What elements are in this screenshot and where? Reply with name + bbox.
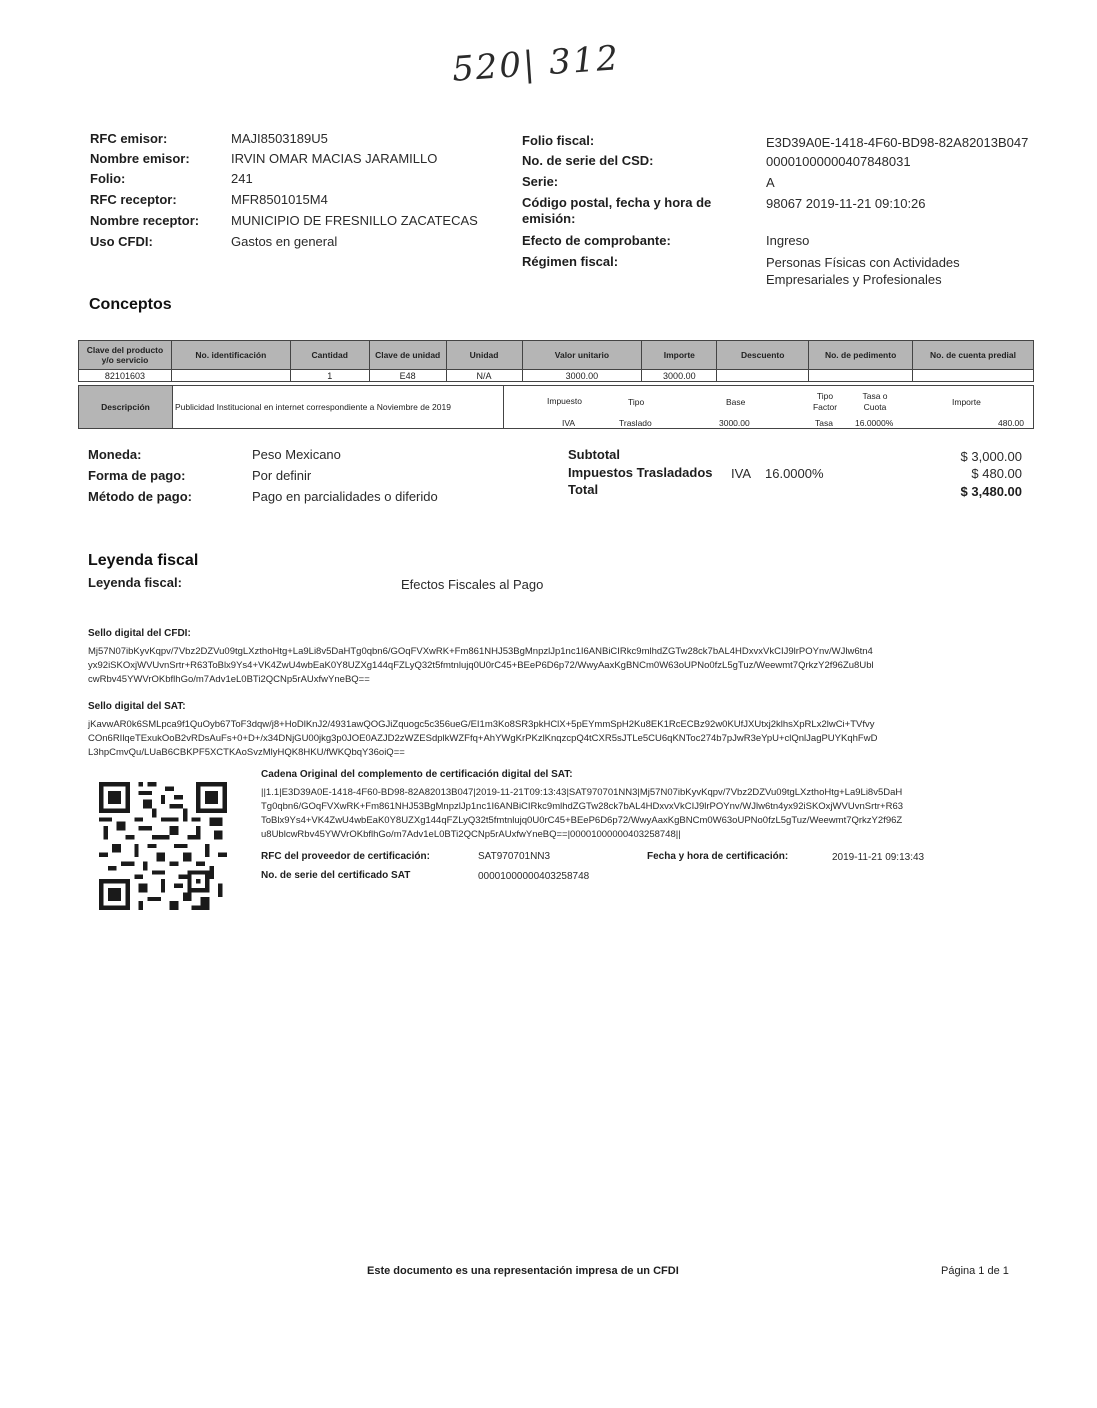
sello-cfdi-line: yx92iSKOxjWVUvnSrtr+R63ToBlx9Ys4+VK4ZwU4wbEaK0Y8UZXg144qFZLyQ32t5fmtnlujq0U0rC45+BEeP6D6p72/WwyAaxKgBNCm0W63oUPNo0fzL5gTuz/Weewmt7QrkzY2f96Zu8Ubl xyxy=(88,660,874,671)
folio-fiscal-label: Folio fiscal: xyxy=(522,133,595,148)
tax-base: 3000.00 xyxy=(719,418,750,428)
rfc-receptor-label: RFC receptor: xyxy=(90,192,177,207)
tax-impuesto: IVA xyxy=(562,418,576,428)
cell-cuenta-predial xyxy=(913,370,1034,382)
table-row xyxy=(79,370,1034,382)
col-clave-producto: Clave del producto y/o servicio xyxy=(79,341,172,370)
regimen-label: Régimen fiscal: xyxy=(522,254,619,269)
tax-h-tipo-factor: Tipo Factor xyxy=(812,391,838,412)
forma-pago-label: Forma de pago: xyxy=(88,468,186,483)
impuestos-tasa: 16.0000% xyxy=(765,466,824,481)
col-cantidad: Cantidad xyxy=(290,341,369,370)
col-importe: Importe xyxy=(642,341,717,370)
cadena-label: Cadena Original del complemento de certificación digital del SAT: xyxy=(261,769,573,780)
rfc-proveedor-value: SAT970701NN3 xyxy=(478,851,551,862)
tax-h-base: Base xyxy=(726,397,746,407)
qr-code-icon xyxy=(99,782,227,910)
serie-csd-value: 00001000000407848031 xyxy=(766,154,911,169)
cell-no-identificacion xyxy=(171,370,290,382)
serie-certificado-label: No. de serie del certificado SAT xyxy=(261,870,411,881)
nombre-emisor-value: IRVIN OMAR MACIAS JARAMILLO xyxy=(231,151,438,166)
impuestos-label: Impuestos Trasladados xyxy=(568,465,713,480)
tax-importe: 480.00 xyxy=(998,418,1024,428)
metodo-pago-value: Pago en parcialidades o diferido xyxy=(252,489,438,504)
conceptos-header-row xyxy=(79,341,1034,370)
leyenda-label: Leyenda fiscal: xyxy=(88,575,182,590)
descripcion-box xyxy=(78,385,1034,429)
fecha-certificacion-label: Fecha y hora de certificación: xyxy=(647,851,789,862)
leyenda-value: Efectos Fiscales al Pago xyxy=(401,577,544,592)
cell-clave-producto: 82101603 xyxy=(79,370,172,382)
serie-certificado-value: 00001000000403258748 xyxy=(478,871,590,882)
tax-tipo: Traslado xyxy=(619,418,652,428)
col-no-pedimento: No. de pedimento xyxy=(809,341,913,370)
cell-importe: 3000.00 xyxy=(642,370,717,382)
cell-no-pedimento xyxy=(809,370,913,382)
conceptos-table xyxy=(78,340,1034,382)
regimen-value-2: Empresariales y Profesionales xyxy=(766,272,942,287)
impuestos-value: $ 480.00 xyxy=(971,466,1022,481)
cadena-line: ||1.1|E3D39A0E-1418-4F60-BD98-82A82013B047|2019-11-21T09:13:43|SAT970701NN3|Mj57N07ibKyvKqpv/7Vbz2DZVu09tgLXzthoHtg+La9Li8v5DaH xyxy=(261,787,903,798)
forma-pago-value: Por definir xyxy=(252,468,312,483)
efecto-label: Efecto de comprobante: xyxy=(522,233,671,248)
moneda-value: Peso Mexicano xyxy=(252,447,341,462)
nombre-receptor-value: MUNICIPIO DE FRESNILLO ZACATECAS xyxy=(231,213,478,228)
cell-valor-unitario: 3000.00 xyxy=(522,370,642,382)
sello-cfdi-line: Mj57N07ibKyvKqpv/7Vbz2DZVu09tgLXzthoHtg+La9Li8v5DaHTg0qbn6/GOqFVXwRK+Fm861NHJ53BgMnpzlJp1nc1I6ANBiCIRkc9mlhdZGTw28ck7bAL4HDxvxVkCIJ9lrPOYnv/WJlw6tn4 xyxy=(88,646,873,657)
nombre-emisor-label: Nombre emisor: xyxy=(90,151,190,166)
conceptos-title: Conceptos xyxy=(89,296,172,313)
sello-sat-line: L3hpCmvQu/LUaB6CBKPF5XCTKAoSvzMlyHQK8HKU/fWKQbqY36oiQ== xyxy=(88,747,405,758)
cp-fecha-label-2: emisión: xyxy=(522,211,576,226)
total-value: $ 3,480.00 xyxy=(960,484,1022,499)
efecto-value: Ingreso xyxy=(766,233,810,248)
tax-tipo-factor: Tasa xyxy=(815,418,833,428)
col-clave-unidad: Clave de unidad xyxy=(369,341,446,370)
folio-value: 241 xyxy=(231,171,253,186)
col-valor-unitario: Valor unitario xyxy=(522,341,642,370)
cell-descuento xyxy=(717,370,809,382)
cell-unidad: N/A xyxy=(446,370,522,382)
descripcion-divider xyxy=(172,386,504,428)
subtotal-label: Subtotal xyxy=(568,447,620,462)
descripcion-text: Publicidad Institucional en internet correspondiente a Noviembre de 2019 xyxy=(175,402,451,412)
moneda-label: Moneda: xyxy=(88,447,142,462)
fecha-certificacion-value: 2019-11-21 09:13:43 xyxy=(832,852,925,863)
sello-sat-line: COn6RIlqeTExukOoB2vRDsAuFs+0+D+/x34DNjGU00jkg3p0JOE0AZJD2zWZESdplkWZFfq+AhYWgKrPKzlKnqzcpQ4tCXR5sJTLe5CU6qKNToc274b7pJwR3eYpU+clQnlJagPUYKqhFwD xyxy=(88,733,878,744)
page-number: Página 1 de 1 xyxy=(941,1265,1009,1277)
rfc-emisor-label: RFC emisor: xyxy=(90,131,168,146)
impuestos-tipo: IVA xyxy=(731,466,751,481)
cp-fecha-value: 98067 2019-11-21 09:10:26 xyxy=(766,196,926,211)
folio-label: Folio: xyxy=(90,171,126,186)
cadena-line: ToBlx9Ys4+VK4ZwU4wbEaK0Y8UZXg144qFZLyQ32t5fmtnlujq0U0rC45+BEeP6D6p72/WwyAaxKgBNCm0W63oUPNo0fzL5gTuz/Weewmt7QrkzY2f96Z xyxy=(261,815,903,826)
leyenda-title: Leyenda fiscal xyxy=(88,552,199,569)
descripcion-label: Descripción xyxy=(79,386,173,428)
sello-cfdi-label: Sello digital del CFDI: xyxy=(88,628,191,639)
rfc-receptor-value: MFR8501015M4 xyxy=(231,192,328,207)
uso-cfdi-value: Gastos en general xyxy=(231,234,338,249)
tax-h-tipo: Tipo xyxy=(628,397,645,407)
regimen-value: Personas Físicas con Actividades xyxy=(766,255,960,270)
uso-cfdi-label: Uso CFDI: xyxy=(90,234,153,249)
subtotal-value: $ 3,000.00 xyxy=(960,449,1022,464)
nombre-receptor-label: Nombre receptor: xyxy=(90,213,200,228)
tax-h-importe: Importe xyxy=(952,397,981,407)
serie-label: Serie: xyxy=(522,174,559,189)
sello-sat-label: Sello digital del SAT: xyxy=(88,701,186,712)
tax-tasa: 16.0000% xyxy=(855,418,894,428)
col-unidad: Unidad xyxy=(446,341,522,370)
sello-cfdi-line: cwRbv45YWVrOKbflhGo/m7Adv1eL0BTi2QCNp5rAUxfwYneBQ== xyxy=(88,674,370,685)
serie-value: A xyxy=(766,175,775,190)
col-no-identificacion: No. identificación xyxy=(171,341,290,370)
tax-h-impuesto: Impuesto xyxy=(547,396,582,406)
rfc-proveedor-label: RFC del proveedor de certificación: xyxy=(261,851,430,862)
cell-cantidad: 1 xyxy=(290,370,369,382)
metodo-pago-label: Método de pago: xyxy=(88,489,192,504)
sello-sat-text xyxy=(88,718,877,760)
cp-fecha-label: Código postal, fecha y hora de xyxy=(522,195,712,210)
sello-sat-line: jKavwAR0k6SMLpca9f1QuOyb67ToF3dqw/j8+HoDlKnJ2/4931awQOGJiZquogc5c356ueG/EI1m3Ko8SR3pkHClX+5pEYmmSpH2Ku8EK1RcECBz92w0KUfJXUtxj2klhsXpRLx2lwCi+TVfvy xyxy=(88,719,875,730)
cadena-line: Tg0qbn6/GOqFVXwRK+Fm861NHJ53BgMnpzlJp1nc1I6ANBiCIRkc9mlhdZGTw28ck7bAL4HDxvxVkCIJ9lrPOYnv/WJlw6tn4yx92iSKOxjWVUvnSrtr+R63 xyxy=(261,801,904,812)
col-cuenta-predial: No. de cuenta predial xyxy=(913,341,1034,370)
col-descuento: Descuento xyxy=(717,341,809,370)
cadena-text xyxy=(261,786,903,842)
tax-h-tasa-cuota: Tasa o Cuota xyxy=(862,391,888,412)
sello-cfdi-text xyxy=(88,645,874,687)
handwritten-note: 520| 312 xyxy=(450,38,622,90)
total-label: Total xyxy=(568,482,599,497)
rfc-emisor-value: MAJI8503189U5 xyxy=(231,131,328,146)
serie-csd-label: No. de serie del CSD: xyxy=(522,153,654,168)
folio-fiscal-value: E3D39A0E-1418-4F60-BD98-82A82013B047 xyxy=(766,135,1029,150)
cadena-line: u8UblcwRbv45YWVrOKbflhGo/m7Adv1eL0BTi2QCNp5rAUxfwYneBQ==|00001000000403258748|| xyxy=(261,829,681,840)
footer-note: Este documento es una representación impresa de un CFDI xyxy=(367,1265,679,1277)
cell-clave-unidad: E48 xyxy=(369,370,446,382)
